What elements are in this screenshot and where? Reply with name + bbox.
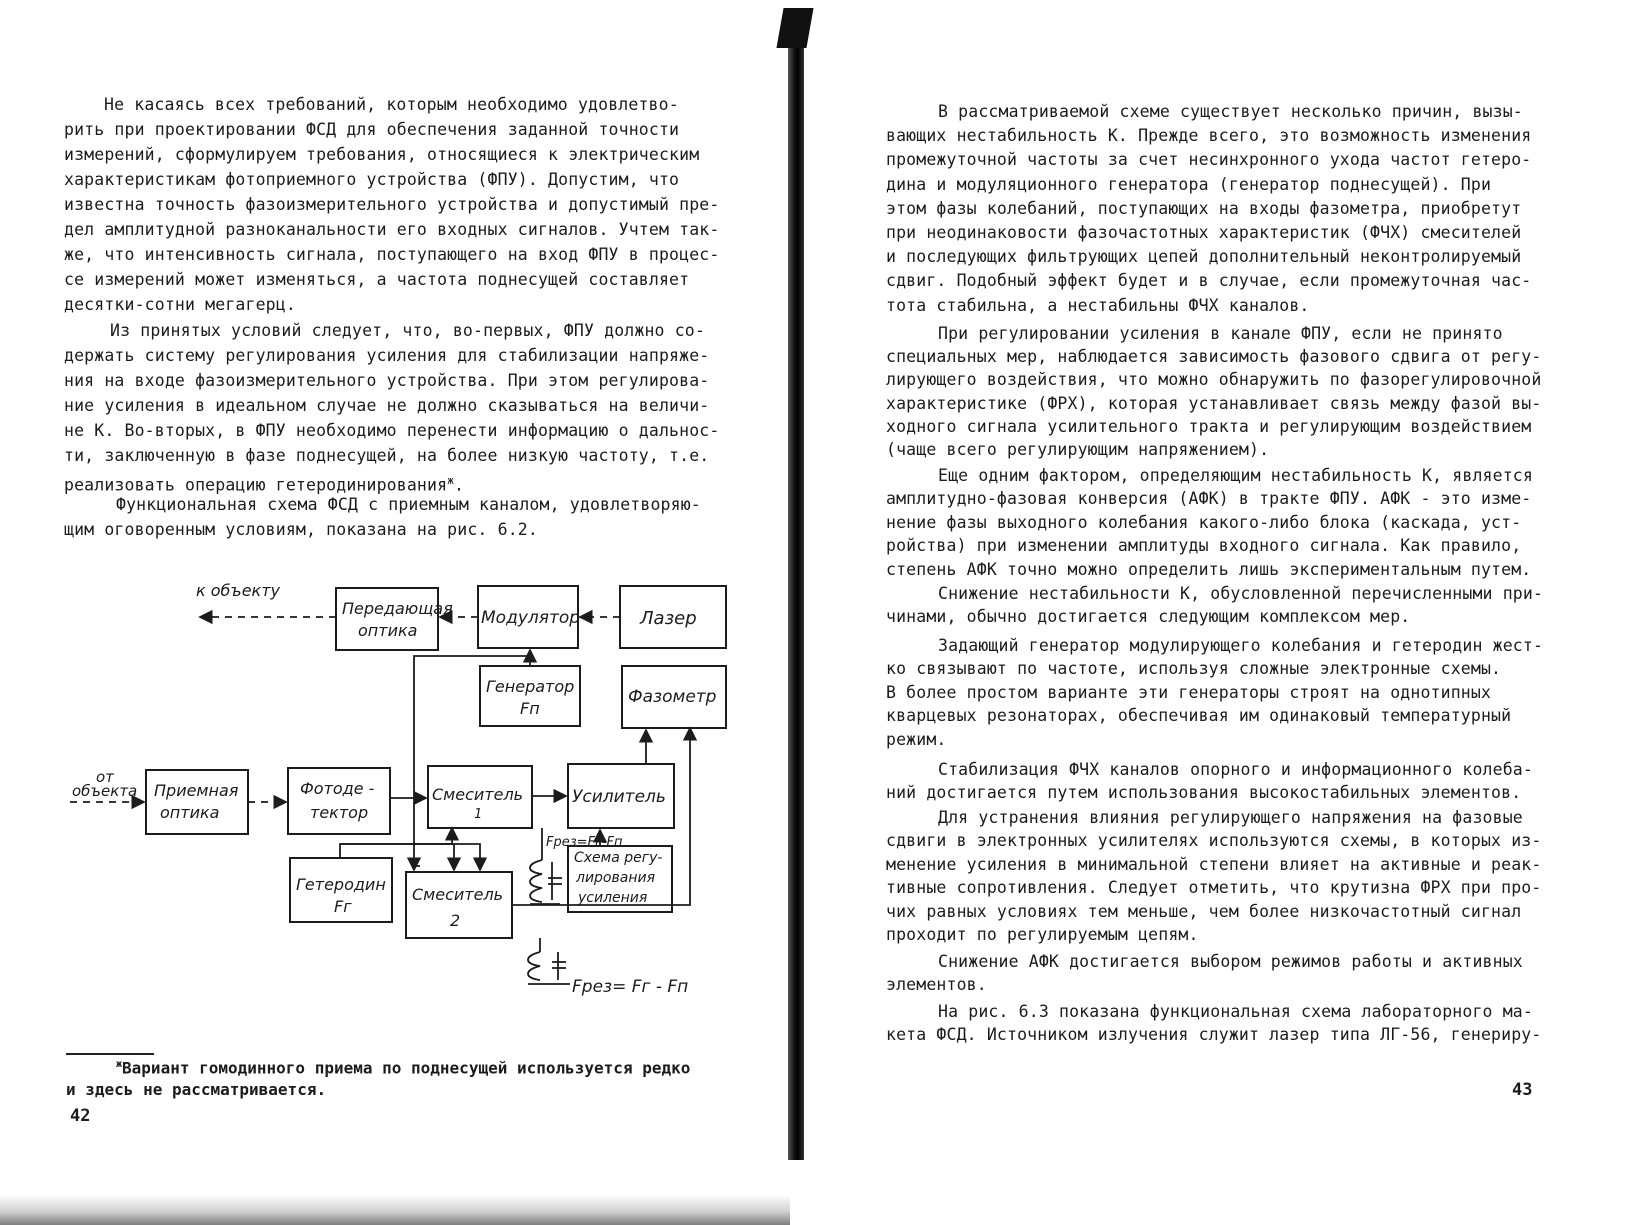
functional-diagram — [0, 560, 790, 1020]
from-object-label: от — [96, 768, 114, 786]
to-object-label: к объекту — [196, 581, 281, 600]
diagram-label: оптика — [160, 803, 220, 822]
diagram-label: Лазер — [640, 608, 697, 629]
text-span: . — [453, 475, 465, 495]
text-line: промежуточной частоты за счет несинхронного ухода частот гетеро- — [886, 150, 1532, 170]
text-line: Снижение АФК достигается выбором режимов работы и активных — [938, 952, 1523, 971]
text-line: Стабилизация ФЧХ каналов опорного и информационного колеба- — [938, 760, 1533, 779]
text-line: элементов. — [886, 975, 987, 995]
transmit-optics-block — [336, 588, 438, 650]
from-object-label: объекта — [72, 782, 138, 800]
footnote-line: и здесь не рассматривается. — [66, 1080, 327, 1100]
footnote-mark: ж — [116, 1059, 123, 1070]
page-edge-shadow — [0, 1195, 790, 1225]
text-line: Функциональная схема ФСД с приемным каналом, удовлетворяю- — [116, 495, 701, 514]
diagram-label: Модулятор — [481, 608, 581, 628]
right-page — [800, 0, 1632, 1225]
footnote — [66, 1054, 690, 1101]
text-line: Задающий генератор модулирующего колебания и гетеродин жест- — [938, 636, 1544, 655]
text-line: В более простом варианте эти генераторы строят на однотипных — [886, 682, 1492, 702]
photodetector-block — [288, 768, 390, 834]
diagram-label: Фотоде - — [300, 779, 375, 798]
right-paragraph-8 — [886, 950, 1523, 997]
text-line: этом фазы колебаний, поступающих на входы фазометра, приобретут — [886, 198, 1522, 218]
receive-optics-block — [146, 770, 248, 834]
footnote-line — [66, 1054, 690, 1079]
text-line: кварцевых резонаторах, обеспечивая им одинаковый температурный — [886, 706, 1512, 726]
left-paragraph-2 — [64, 318, 719, 498]
diagram-label: тектор — [310, 803, 369, 822]
right-paragraph-3 — [886, 464, 1533, 581]
text-line: характеристике (ФРХ), которая устанавливает связь между фазой вы- — [886, 393, 1542, 413]
text-line: Еще одним фактором, определяющим нестабильность К, является — [938, 466, 1533, 485]
text-line: тивные сопротивления. Следует отметить, что крутизна ФРХ при про- — [886, 878, 1542, 898]
text-line: при неодинаковости фазочастотных характеристик (ФЧХ) смесителей — [886, 223, 1522, 243]
diagram-label: Смеситель — [432, 785, 524, 804]
diagram-label: Гетеродин — [296, 875, 386, 894]
text-line: ройства) при изменении амплитуды входного сигнала. Как правило, — [886, 536, 1522, 556]
text-line: Не касаясь всех требований, которым необходимо удовлетво- — [104, 95, 679, 114]
diagram-label: усиления — [578, 890, 648, 906]
text-line: Снижение нестабильности К, обусловленной перечисленными при- — [938, 584, 1544, 603]
text-line: же, что интенсивность сигнала, поступающего на вход ФПУ в процес- — [64, 245, 720, 264]
text-line: ходного сигнала усилительного тракта и регулирующим воздействием — [886, 416, 1532, 436]
right-paragraph-2 — [886, 322, 1541, 461]
diagram-label: Усилитель — [572, 787, 666, 807]
right-paragraph-6 — [886, 758, 1533, 805]
text-line: степень АФК точно можно определить лишь экспериментальным путем. — [886, 559, 1532, 579]
text-line: известна точность фазоизмерительного устройства и допустимый пре- — [64, 195, 720, 214]
diagram-label: Смеситель — [412, 885, 504, 904]
text-line: В рассматриваемой схеме существует несколько причин, вызы- — [938, 102, 1523, 121]
text-line: дина и модуляционного генератора (генератор поднесущей). При — [886, 174, 1492, 194]
text-line: чих равных условиях тем меньше, чем более низкочастотный сигнал — [886, 901, 1522, 921]
text-line: проходит по регулируемым цепям. — [886, 925, 1199, 945]
text-line: Для устранения влияния регулирующего напряжения на фазовые — [938, 808, 1523, 827]
text-line: се измерений может изменяться, а частота поднесущей составляет — [64, 270, 690, 289]
text-line: ний достигается путем использования высокостабильных элементов. — [886, 783, 1522, 803]
diagram-label: Fп — [520, 699, 540, 718]
diagram-label: 1 — [474, 807, 483, 822]
frequency-label: Fрез=Fг-Fп — [546, 835, 623, 850]
text-line: чинами, обычно достигается следующим комплексом мер. — [886, 607, 1411, 627]
diagram-label: оптика — [358, 621, 418, 640]
text-line: ния на входе фазоизмерительного устройства. При этом регулирова- — [64, 371, 710, 390]
text-line: кета ФСД. Источником излучения служит лазер типа ЛГ-56, генериру- — [886, 1025, 1542, 1045]
left-page — [0, 0, 790, 1225]
left-paragraph-1 — [64, 92, 719, 317]
right-paragraph-5 — [886, 634, 1543, 751]
text-line: менение усиления в минимальной степени влияет на активные и реак- — [886, 854, 1542, 874]
diagram-label: Fг — [334, 897, 352, 916]
text-line: (чаще всего регулирующим напряжением). — [886, 440, 1270, 460]
text-line: ко связывают по частоте, используя сложные электронные схемы. — [886, 659, 1502, 679]
text-line: держать систему регулирования усиления для стабилизации напряже- — [64, 346, 710, 365]
text-line: характеристикам фотоприемного устройства (ФПУ). Допустим, что — [64, 170, 680, 189]
text-line: сдвиг. Подобный эффект будет и в случае, если промежуточная час- — [886, 271, 1532, 291]
text-line: сдвиги в электронных усилителях используются схемы, в которых из- — [886, 831, 1542, 851]
left-paragraph-3 — [64, 492, 701, 542]
diagram-label: 2 — [450, 911, 461, 930]
text-line: нение фазы выходного колебания какого-либо блока (каскада, уст- — [886, 512, 1522, 532]
text-line: щим оговоренным условиям, показана на рис. 6.2. — [64, 520, 538, 539]
text-span: Вариант гомодинного приема по поднесущей используется редко — [122, 1058, 691, 1078]
right-paragraph-4 — [886, 582, 1543, 629]
diagram-label: лирования — [576, 870, 656, 886]
right-paragraph-9 — [886, 1000, 1541, 1047]
text-line: лирующего воздействия, что можно обнаружить по фазорегулировочной — [886, 370, 1542, 390]
text-line: специальных мер, наблюдается зависимость фазового сдвига от регу- — [886, 347, 1542, 367]
right-paragraph-1 — [886, 100, 1531, 318]
text-line: При регулировании усиления в канале ФПУ, если не принято — [938, 324, 1503, 343]
text-line: не К. Во-вторых, в ФПУ необходимо перенести информацию о дальнос- — [64, 421, 720, 440]
diagram-label: Передающая — [342, 599, 453, 618]
text-line: Из принятых условий следует, что, во-первых, ФПУ должно со- — [110, 321, 705, 340]
text-line: ние усиления в идеальном случае не должно сказываться на величи- — [64, 396, 710, 415]
text-line: вающих нестабильность К. Прежде всего, это возможность изменения — [886, 126, 1532, 146]
diagram-label: Приемная — [154, 781, 239, 800]
text-line: ти, заключенную в фазе поднесущей, на более низкую частоту, т.е. — [64, 446, 710, 465]
text-line: тота стабильна, а нестабильны ФЧХ каналов. — [886, 295, 1310, 315]
diagram-label: Схема регу- — [574, 850, 663, 866]
text-line: измерений, сформулируем требования, относящиеся к электрическим — [64, 145, 700, 164]
right-paragraph-7 — [886, 806, 1541, 946]
page-number-left: 42 — [70, 1106, 91, 1126]
text-line: и последующих фильтрующих цепей дополнительный неконтролируемый — [886, 247, 1522, 267]
text-line: амплитудно-фазовая конверсия (АФК) в тракте ФПУ. АФК - это изме- — [886, 489, 1532, 509]
diagram-label: Фазометр — [628, 687, 717, 707]
diagram-label: Генератор — [486, 677, 575, 696]
text-line: На рис. 6.3 показана функциональная схема лабораторного ма- — [938, 1002, 1533, 1021]
text-line: режим. — [886, 729, 947, 749]
footnote-mark: ж — [447, 474, 454, 487]
text-line: дел амплитудной разноканальности его входных сигналов. Учтем так- — [64, 220, 720, 239]
page-number-right: 43 — [1512, 1080, 1533, 1100]
text-line: рить при проектировании ФСД для обеспечения заданной точности — [64, 120, 680, 139]
text-line: десятки-сотни мегагерц. — [64, 295, 296, 314]
frequency-label: Fрез= Fг - Fп — [572, 977, 689, 997]
text-span: реализовать операцию гетеродинирования — [64, 475, 448, 495]
